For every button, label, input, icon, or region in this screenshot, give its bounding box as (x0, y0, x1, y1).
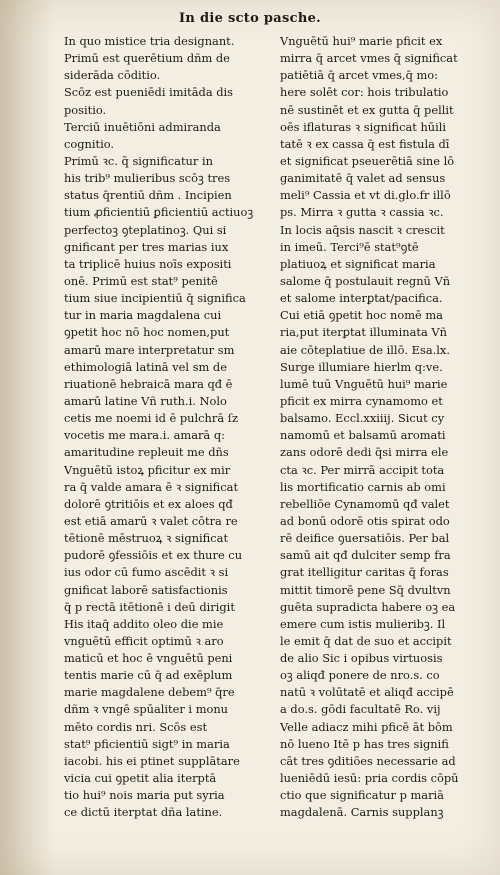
text-line: grat itelligitur caritas q̄ foras (280, 565, 449, 580)
text-line: Surge illumiare hierlm q:ve. (280, 359, 443, 374)
text-line: rebelliōe Cynamomū qđ valet (280, 496, 450, 511)
text-line: tium siue incipientiū q̄ significa (64, 291, 246, 306)
text-line: dolorē ꝯtritiōis et ex aloes qđ (64, 496, 233, 511)
text-line: ctio que significatur p mariā (280, 788, 444, 803)
text-line: mittit timorē pene Sq̄ dvultvn (280, 582, 451, 597)
text-line: rē deifice ꝯuersatiōis. Per bal (280, 531, 450, 546)
text-line: a do.s. gōdi facultatē Ro. vij (280, 702, 441, 717)
text-line: vicia cui ꝯpetit alia iterptā (64, 771, 217, 786)
text-line: vocetis me mara.i. amarā q: (64, 428, 225, 443)
text-line: positio. (64, 102, 107, 117)
text-line: est etiā amarū ꝛ valet cōtra re (64, 513, 238, 528)
text-line: ethimologiā latinā vel sm de (64, 359, 227, 374)
text-line: et significat pseuerētiā sine lō (280, 153, 455, 168)
text-line: cāt tres ꝯditiōes necessarie ad (280, 753, 456, 768)
text-line: lueniēdū iesū: pria cordis cōpū (280, 771, 459, 786)
text-line: In quo mistice tria designant. (64, 34, 235, 48)
text-line: oꝫ aliqđ ponere de nro.s. co (280, 668, 440, 683)
text-line: ad bonū odorē otis spirat odo (280, 513, 450, 528)
left-column (64, 33, 276, 821)
text-line: Primū est querētium dñm de (64, 51, 230, 66)
text-line: nē sustinēt et ex gutta q̄ pellit (280, 102, 454, 117)
text-line: lis mortificatio carnis ab omi (280, 479, 446, 494)
text-line: stat⁹ pficientiū sigt⁹ in maria (64, 736, 230, 751)
text-line: pficit ex mirra cynamomo et (280, 393, 443, 408)
text-line: ra q̄ valde amara ē ꝛ significat (64, 479, 239, 494)
text-line: amaritudine repleuit me dñs (64, 445, 229, 460)
text-line: tio hui⁹ nois maria put syria (64, 788, 225, 803)
text-line: perfectoꝫ ꝯteplatinoꝫ. Qui si (64, 222, 227, 237)
text-line: ta triplicē huius noīs expositi (64, 256, 232, 271)
text-line: maticū et hoc ē vnguētū peni (64, 651, 233, 666)
text-line: aie cōteplatiue de illō. Esa.lx. (280, 342, 450, 357)
text-line: amarū mare interpretatur sm (64, 342, 235, 357)
text-line: cognitio. (64, 136, 115, 151)
text-line: ganimitatē q̄ valet ad sensus (280, 171, 446, 186)
text-line: patiētiā q̄ arcet vmes,q̄ mo: (280, 68, 438, 83)
text-line: Terciū inuētiōni admiranda (64, 119, 221, 134)
text-line: Scōz est pueniēdi imitāda dis (64, 85, 234, 100)
text-line: meli⁹ Cassia et vt di.glo.fr illō (280, 188, 451, 203)
running-head: In die scto pasche. (178, 11, 322, 26)
text-line: Cui etiā ꝯpetit hoc nomē ma (280, 308, 443, 323)
text-line: mirra q̄ arcet vmes q̄ significat (280, 51, 458, 66)
text-line: de alio Sic i opibus virtuosis (280, 651, 443, 666)
text-line: his trib⁹ mulieribus scōꝫ tres (64, 171, 231, 186)
text-line: le emit q̄ dat de suo et accipit (280, 633, 452, 648)
text-line: et salome interꝑtat/pacifica. (280, 291, 443, 306)
text-line: ps. Mirra ꝛ gutta ꝛ cassia ꝛc. (280, 205, 444, 220)
text-line: cta ꝛc. Per mirrā accipit tota (280, 462, 445, 477)
text-line: here solēt cor: hois tribulatio (280, 85, 449, 100)
text-line: Vnguētū hui⁹ marie pficit ex (280, 34, 443, 48)
text-line: q̄ p rectā itētionē i deū dirigit (64, 599, 235, 614)
text-line: onē. Primū est stat⁹ penitē (64, 273, 218, 288)
text-line: balsamo. Eccl.xxiiij. Sicut cy (280, 411, 445, 426)
text-line: guēta supradicta habere oꝫ ea (280, 599, 456, 614)
text-line: tium ꝓficientiū ꝑficientiū actiuoꝫ (64, 205, 254, 220)
text-line: Primū ꝛc. q̃ significatur in (64, 153, 213, 168)
text-line: tur in maria magdalena cui (64, 308, 222, 323)
text-line: riuationē hebraicā mara qđ ē (64, 376, 233, 391)
text-line: His itaq̄ addito oleo die mie (64, 616, 224, 631)
text-line: nō lueno Itē p has tres signifi (280, 736, 449, 751)
text-line: mēto cordis nri. Scōs est (64, 719, 208, 734)
right-column (280, 33, 492, 821)
text-line: iacobi. his ei ptinet supplātare (64, 753, 240, 768)
text-line: gnificat laborē satisfactionis (64, 582, 228, 597)
text-line: tētionē mēstruoꝝ ꝛ significat (64, 531, 229, 546)
text-line: lumē tuū Vnguētū hui⁹ marie (280, 376, 448, 391)
text-line: salome q̄ postulauit regnū Vñ (280, 273, 451, 288)
text-line: Velle adiacz mihi pficē āt bōm (280, 719, 453, 734)
text-line: cetis me noemi id ē pulchrā ſz (64, 411, 238, 426)
text-line: tatē ꝛ ex cassa q̄ est fistula dī (280, 136, 450, 151)
text-line: oēs iflaturas ꝛ significat hūili (280, 119, 447, 134)
text-line: magdalenā. Carnis supplanꝫ (280, 805, 444, 820)
text-line: Vnguētū istoꝝ pficitur ex mir (64, 462, 231, 477)
text-line: amarū latine Vñ ruth.i. Nolo (64, 393, 227, 408)
text-line: emere cum istis mulieribꝫ. Il (280, 616, 446, 631)
text-line: In locis aq̄sis nascit ꝛ crescit (280, 222, 445, 237)
text-line: marie magdalene debem⁹ q̄re (64, 685, 235, 700)
text-line: status q̄rentiū dñm . Incipien (64, 188, 232, 203)
text-line: ꝯpetit hoc nō hoc nomen,put (64, 325, 230, 340)
text-line: vnguētū efficit optimū ꝛ aro (64, 633, 224, 648)
text-line: ce dictū iterptat dña latine. (64, 805, 223, 820)
text-line: platiuoꝝ et significat maria (280, 256, 436, 271)
text-line: namomū et balsamū aromati (280, 428, 446, 443)
text-line: samū ait qđ dulciter semp fra (280, 548, 451, 563)
text-line: zans odorē dedi q̄si mirra ele (280, 445, 449, 460)
text-line: ius odor cū fumo ascēdit ꝛ si (64, 565, 229, 580)
text-line: gnificant per tres marias iux (64, 239, 229, 254)
text-line: in imeū. Terci⁹ē stat⁹ꝯtē (280, 239, 419, 254)
text-line: tentis marie cū q̄ ad exēplum (64, 668, 233, 683)
text-line: natū ꝛ volūtatē et aliqđ accipē (280, 685, 454, 700)
text-line: dñm ꝛ vngē spūaliter i monu (64, 702, 229, 717)
text-line: siderāda cōditio. (64, 68, 161, 83)
text-line: pudorē ꝯfessiōis et ex thure cu (64, 548, 243, 563)
text-line: ria,put iterꝑtat illuminata Vñ (280, 325, 447, 340)
